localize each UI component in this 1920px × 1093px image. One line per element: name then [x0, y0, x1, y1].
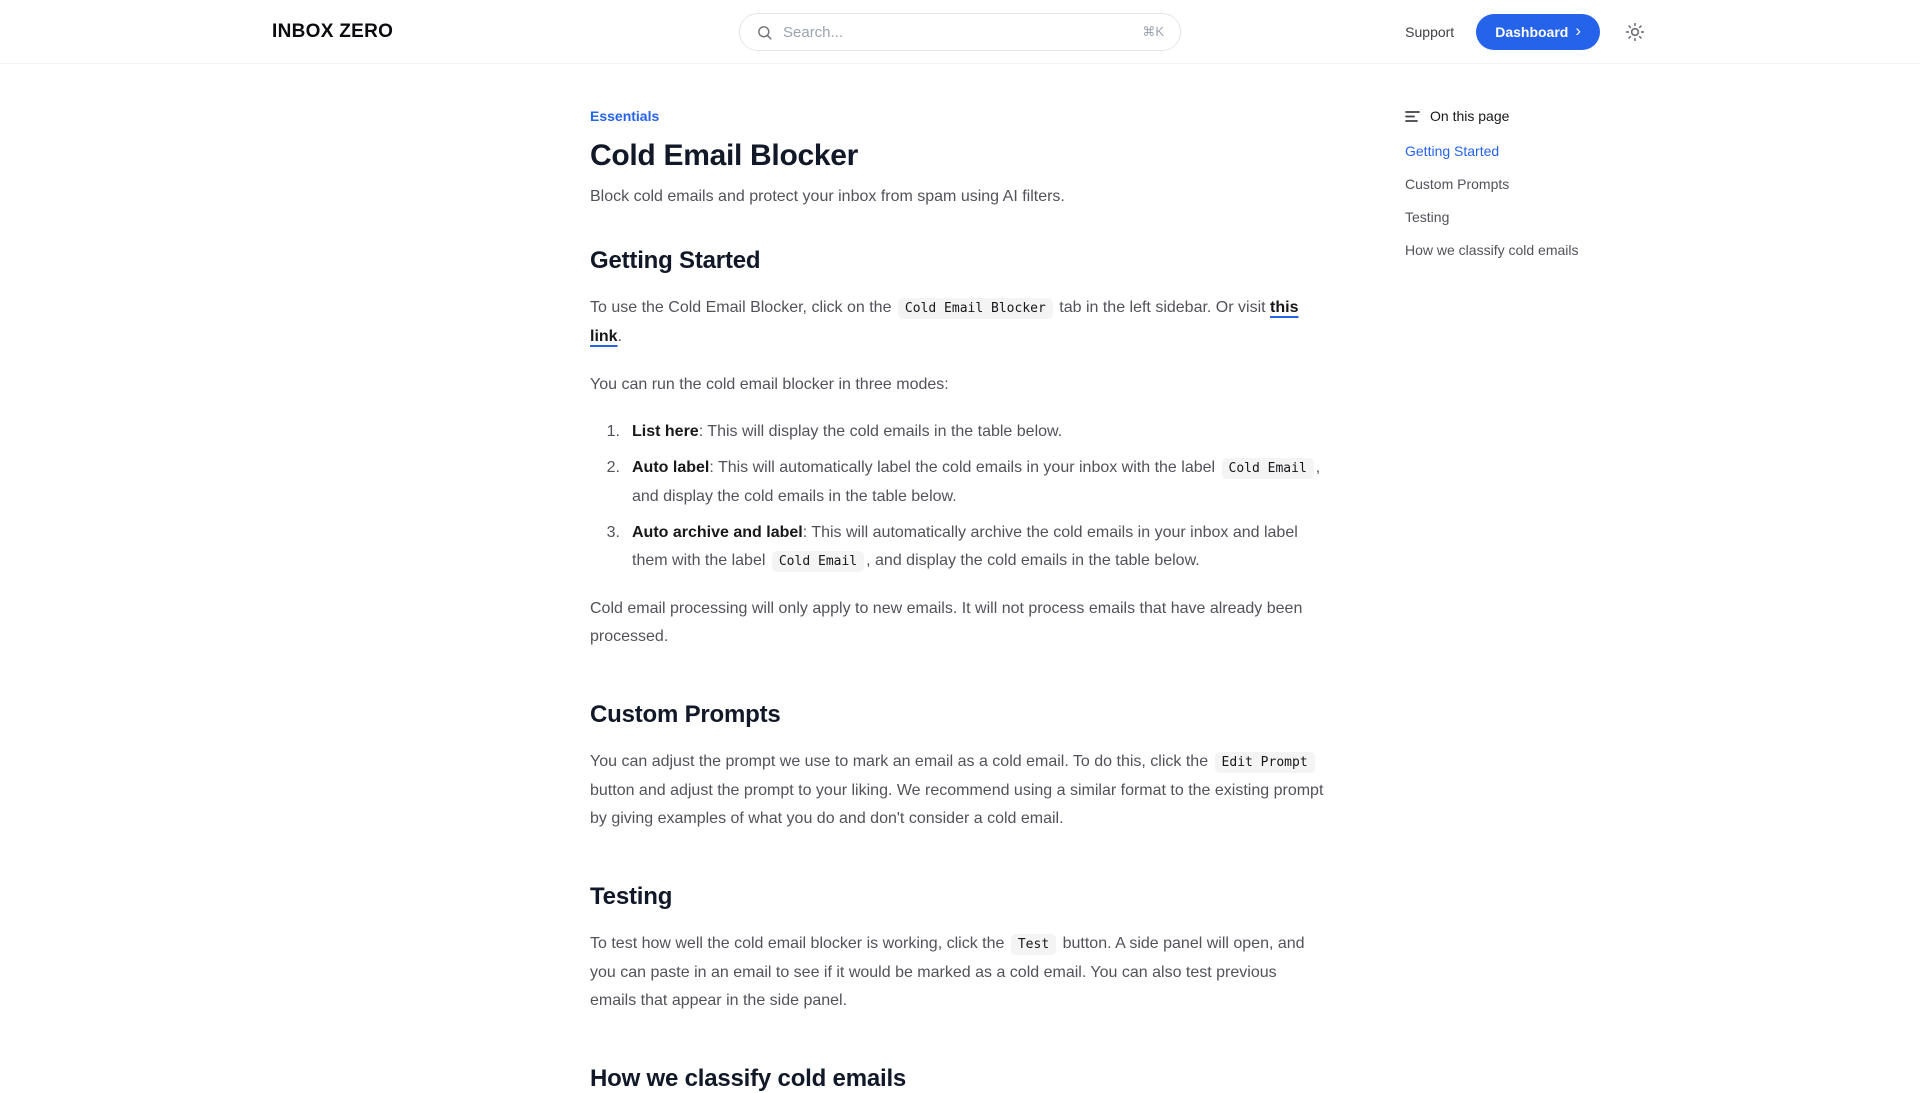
this-link[interactable]: this link [590, 299, 1299, 345]
text-run: : This will automatically archive the cold emails in your inbox and label them with the label [632, 524, 1298, 569]
list-number: 1. [606, 423, 620, 440]
section-heading-classify: How we classify cold emails [590, 1065, 907, 1092]
list-number: 2. [606, 459, 620, 476]
text-run: button. A side panel will open, and you can paste in an email to see if it would be marked as a cold email. You can also test previous emails that appear in the side panel. [590, 935, 1305, 1009]
inline-code: Test [1011, 934, 1056, 955]
text-run: To test how well the cold email blocker is working, click the [590, 935, 1009, 952]
inline-code: Cold Email [772, 551, 864, 572]
nav-inner [272, 0, 1648, 63]
modes-list [590, 418, 1327, 576]
toc-item-testing[interactable]: Testing [1405, 209, 1450, 225]
list-item-text [632, 454, 1327, 511]
toc-item-custom-prompts[interactable]: Custom Prompts [1405, 176, 1510, 192]
search-icon [756, 24, 773, 41]
paragraph: Cold email processing will only apply to new emails. It will not process emails that have already been processed. [590, 600, 1303, 645]
list-item [590, 418, 1327, 446]
bold-run: List here [632, 423, 699, 440]
inline-code: Cold Email Blocker [898, 298, 1053, 319]
paragraph [590, 748, 1327, 833]
list-item [590, 519, 1327, 576]
list-item-text [632, 418, 1327, 446]
bold-run: Auto label [632, 459, 710, 476]
logo[interactable]: INBOX ZERO [272, 20, 394, 42]
top-nav [0, 0, 1920, 64]
dashboard-button-label: Dashboard [1495, 23, 1569, 40]
breadcrumb[interactable]: Essentials [590, 108, 660, 124]
theme-toggle-button[interactable] [1622, 19, 1648, 45]
doc-content [590, 64, 1327, 1093]
support-link[interactable]: Support [1405, 23, 1455, 40]
toc-item-getting-started[interactable]: Getting Started [1405, 143, 1500, 159]
sun-icon [1625, 22, 1645, 42]
inline-code: Edit Prompt [1215, 752, 1315, 773]
inline-code: Cold Email [1222, 458, 1314, 479]
nav-right [1405, 14, 1648, 50]
search-input[interactable] [783, 24, 1132, 41]
toc-header [1405, 108, 1705, 124]
toc-items [1405, 141, 1705, 260]
text-run: : This will display the cold emails in the table below. [698, 423, 1063, 440]
text-run: : This will automatically label the cold emails in your inbox with the label [709, 459, 1220, 476]
list-number: 3. [606, 524, 620, 541]
toc-list-icon [1405, 110, 1420, 123]
paragraph: You can run the cold email blocker in three modes: [590, 376, 949, 393]
list-item [590, 454, 1327, 511]
list-item-text [632, 519, 1327, 576]
paragraph [590, 294, 1327, 351]
text-run: , and display the cold emails in the table below. [866, 552, 1200, 569]
text-run: button and adjust the prompt to your liking. We recommend using a similar format to the existing prompt by giving examples of what you do and don't consider a cold email. [590, 782, 1324, 827]
section-heading-custom-prompts: Custom Prompts [590, 701, 781, 728]
paragraph [590, 930, 1327, 1015]
text-run: . [617, 328, 623, 345]
toc [1405, 108, 1705, 273]
search-shortcut: ⌘K [1142, 24, 1164, 39]
dashboard-button[interactable] [1476, 14, 1600, 50]
toc-title: On this page [1430, 108, 1510, 124]
section-heading-testing: Testing [590, 883, 673, 910]
text-run: You can adjust the prompt we use to mark an email as a cold email. To do this, click the [590, 753, 1213, 770]
main-area [0, 64, 1920, 1093]
toc-item-classify[interactable]: How we classify cold emails [1405, 242, 1579, 258]
chevron-right-icon: › [1575, 21, 1581, 40]
text-run: , and display the cold emails in the table below. [632, 459, 1321, 505]
section-heading-getting-started: Getting Started [590, 247, 761, 274]
search-bar[interactable] [739, 13, 1181, 51]
bold-run: Auto archive and label [632, 524, 803, 541]
text-run: tab in the left sidebar. Or visit [1054, 299, 1271, 316]
text-run: To use the Cold Email Blocker, click on the [590, 299, 896, 316]
page-title: Cold Email Blocker [590, 139, 859, 172]
page-subtitle: Block cold emails and protect your inbox from spam using AI filters. [590, 188, 1065, 205]
